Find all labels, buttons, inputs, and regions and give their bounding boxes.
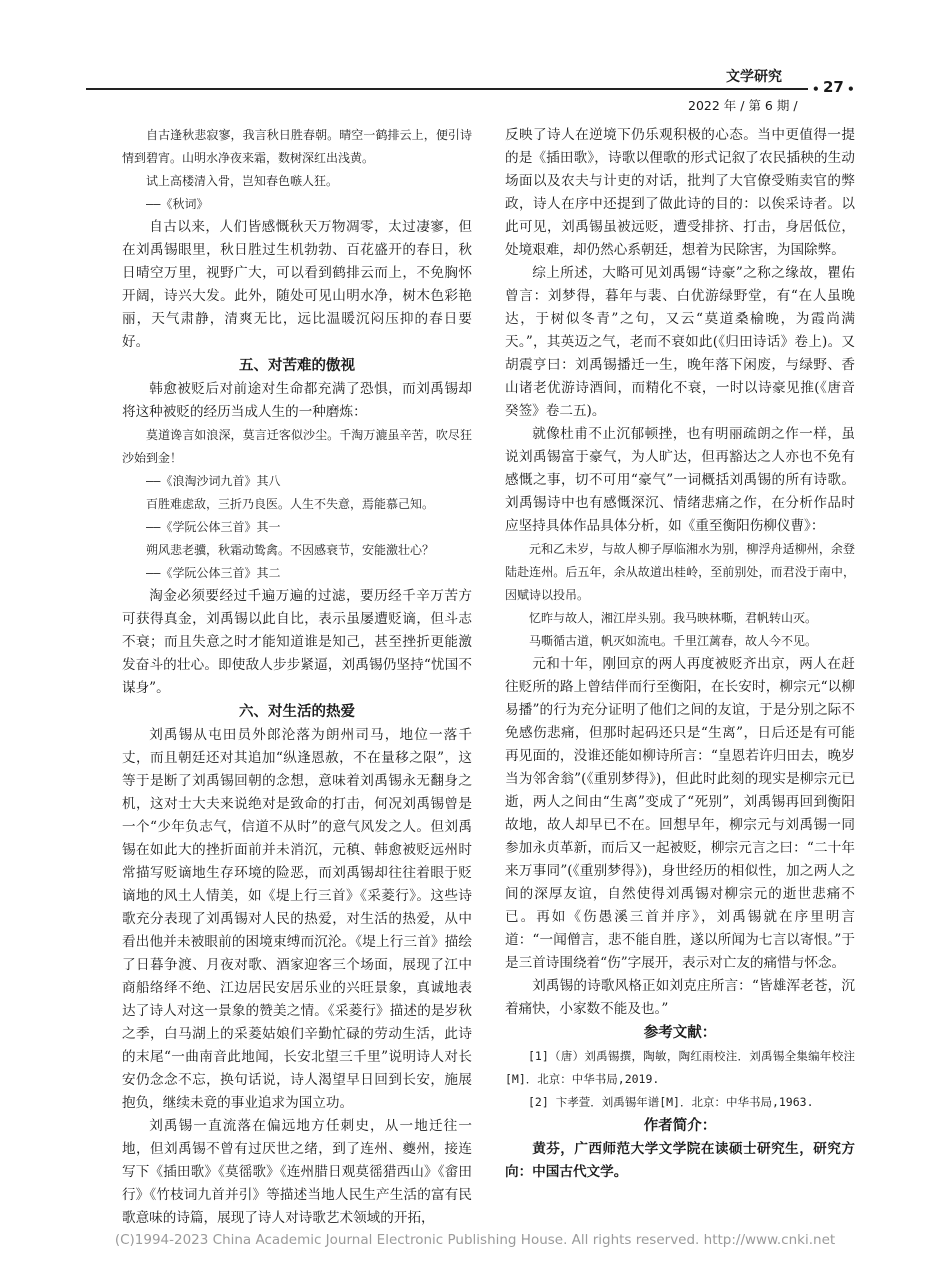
poem-qiuci-last-line: 试上高楼清入骨，岂知春色嗾人狂。 [146, 174, 339, 188]
reference-item: [1]（唐）刘禹锡撰，陶敏，陶红雨校注．刘禹锡全集编年校注[M]．北京：中华书局,2019. [505, 1049, 855, 1086]
bullet-dot: • [847, 82, 855, 96]
poem-line: 马嘶循古道，帆灭如流电。千里江蓠春，故人今不见。 [529, 634, 818, 648]
body-paragraph: 反映了诗人在逆境下仍乐观积极的心态。当中更值得一提的是《插田歌》，诗歌以俚歌的形式记叙了农民插秧的生动场面以及农夫与计吏的对话，批判了大官僚受贿卖官的弊政，诗人在序中还提到了做此诗的目的：以俟采诗者。以此可见，刘禹锡虽被远贬，遭受排挤、打击，身居低位，处境艰难，却仍然心系朝廷，想着为民除害，为国除弊。 [505, 127, 855, 258]
journal-name: 文学研究 [726, 69, 782, 85]
poem-line: 忆昨与故人，湘江岸头别。我马映林嘶，君帆转山灭。 [529, 611, 818, 625]
poem-preface: 元和乙未岁，与故人柳子厚临湘水为别，柳浮舟适柳州，余登陆赴连州。后五年，余从故道出桂岭，至前别处，而君没于南中，因赋诗以投吊。 [505, 542, 855, 602]
body-paragraph: 刘禹锡从屯田员外郎沦落为朗州司马，地位一落千丈，而且朝廷还对其追加“纵逢恩赦，不在量移之限”，这等于是断了刘禹锡回朝的念想，意味着刘禹锡永无翻身之机，这对士大夫来说绝对是致命的打击，何况刘禹锡曾是一个“少年负志气，信道不从时”的意气风发之人。但刘禹锡在如此大的挫折面前并未消沉，元稹、韩愈被贬远州时常描写贬谪地生存环境的险恶，而刘禹锡却往往着眼于贬谪地的风土人情美，如《堤上行三首》《采菱行》。这些诗歌充分表现了刘禹锡对人民的热爱，对生活的热爱，从中看出他并未被眼前的困境束缚而沉沦。《堤上行三首》描绘了日暮争渡、月夜对歌、酒家迎客三个场面，展现了江中商船络绎不绝、江边居民安居乐业的兴旺景象，真诚地表达了诗人对这一景象的赞美之情。《采菱行》描述的是岁秋之季，白马湖上的采菱姑娘们辛勤忙碌的劳动生活，此诗的末尾“一曲南音此地闻，长安北望三千里”说明诗人对长安仍念念不忘，换句话说，诗人渴望早日回到长安，施展抱负，继续未竟的事业追求为国立功。 [122, 727, 472, 1111]
poem-source: ——《浪淘沙词九首》其八 [146, 474, 281, 488]
author-bio: 黄芬，广西师范大学文学院在读硕士研究生，研究方向：中国古代文学。 [505, 1141, 855, 1180]
copyright-footer: (C)1994-2023 China Academic Journal Electronic Publishing House. All rights reserved. http://www.cnki.net [114, 1232, 836, 1248]
left-column [122, 124, 472, 1230]
body-paragraph: 自古以来，人们皆感慨秋天万物凋零，太过凄寥，但在刘禹锡眼里，秋日胜过生机勃勃、百花盛开的春日，秋日晴空万里，视野广大，可以看到鹤排云而上，不免胸怀开阔，诗兴大发。此外，随处可见山明水净，树木色彩艳丽，天气肃静，清爽无比，远比温暖沉闷压抑的春日要好。 [122, 219, 472, 350]
body-paragraph: 韩愈被贬后对前途对生命都充满了恐惧，而刘禹锡却将这种被贬的经历当成人生的一种磨炼： [122, 381, 472, 420]
poem-qiuci-lines: 自古逢秋悲寂寥，我言秋日胜春朝。晴空一鹤排云上，便引诗情到碧宵。山明水净夜来霜，数树深红出浅黄。 [122, 128, 472, 165]
body-paragraph: 综上所述，大略可见刘禹锡“诗豪”之称之缘故，瞿佑曾言：刘梦得，暮年与裴、白优游绿野堂，有“在人虽晚达，于树似冬青”之句，又云“莫道桑榆晚，为霞尚满天。”，其英迈之气，老而不衰如此(《归田诗话》卷上)。又胡震亨曰：刘禹锡播迁一生，晚年落下闲废，与绿野、香山诸老优游诗酒间，而精化不衰，一时以诗豪见推(《唐音癸签》卷二五)。 [505, 265, 855, 419]
section-heading-6: 六、对生活的热爱 [239, 704, 355, 720]
poem-langtaosha: 莫道谗言如浪深，莫言迁客似沙尘。千淘万漉虽辛苦，吹尽狂沙始到金！ [122, 428, 472, 465]
poem-source: ——《学阮公体三首》其一 [146, 520, 281, 534]
poem-source: ——《学阮公体三首》其二 [146, 566, 281, 580]
body-paragraph: 元和十年，刚回京的两人再度被贬齐出京，两人在赶往贬所的路上曾结伴而行至衡阳，在长安时，柳宗元“以柳易播”的行为充分证明了他们之间的友谊，于是分别之际不免感伤悲痛，但那时起码还只是“生离”，日后还是有可能再见面的，没谁还能如柳诗所言：“皇恩若许归田去，晚岁当为邻舍翁”(《重别梦得》)，但此时此刻的现实是柳宗元已逝，两人之间由“生离”变成了“死别”，刘禹锡再回到衡阳故地，故人却早已不在。回想早年，柳宗元与刘禹锡一同参加永贞革新，而后又一起被贬，柳宗元言之曰：“二十年来万事同”(《重别梦得》)，身世经历的相似性，加之两人之间的深厚友谊，自然使得刘禹锡对柳宗元的逝世悲痛不已。再如《伤愚溪三首并序》，刘禹锡就在序里明言道：“一闻僧言，悲不能自胜，遂以所闻为七言以寄恨。”于是三首诗围绕着“伤”字展开，表示对亡友的痛惜与怀念。 [505, 656, 855, 971]
references-heading: 参考文献： [643, 1025, 717, 1041]
body-paragraph: 刘禹锡的诗歌风格正如刘克庄所言：“皆雄浑老苍，沉着痛快，小家数不能及也。” [505, 978, 855, 1017]
poem-xueruan-1: 百胜难虑敌，三折乃良医。人生不失意，焉能慕己知。 [146, 497, 435, 511]
reference-item: [2] 卞孝萱．刘禹锡年谱[M]．北京：中华书局,1963. [528, 1095, 814, 1109]
body-paragraph: 就像杜甫不止沉郁顿挫，也有明丽疏朗之作一样，虽说刘禹锡富于豪气，为人旷达，但再豁达之人亦也不免有感慨之事，切不可用“豪气”一词概括刘禹锡的所有诗歌。刘禹锡诗中也有感慨深沉、情绪悲痛之作，在分析作品时应坚持具体作品具体分析，如《重至衡阳伤柳仪曹》： [505, 426, 855, 534]
bullet-dot: • [812, 82, 820, 96]
section-heading-5: 五、对苦难的傲视 [239, 358, 355, 374]
page-number: 27 [823, 78, 844, 96]
body-paragraph: 淘金必须要经过千遍万遍的过滤，要历经千辛万苦方可获得真金，刘禹锡以此自比，表示虽屡遭贬谪，但斗志不衰；而且失意之时才能知道谁是知己，甚至挫折更能激发奋斗的壮心。即使敌人步步紧逼，刘禹锡仍坚持“忧国不谋身”。 [122, 588, 472, 696]
right-column [505, 124, 855, 1184]
poem-xueruan-2: 朔风悲老骥，秋霜动鸷禽。不因感衰节，安能激壮心？ [146, 543, 435, 557]
body-paragraph: 刘禹锡一直流落在偏远地方任刺史，从一地迁往一地，但刘禹锡不曾有过厌世之绪，到了连州、夔州，接连写下《插田歌》《莫徭歌》《连州腊日观莫徭猎西山》《畲田行》《竹枝词九首并引》等描述当地人民生产生活的富有民歌意味的诗篇，展现了诗人对诗歌艺术领域的开拓， [122, 1118, 472, 1226]
poem-source: ——《秋词》 [146, 197, 209, 211]
header-rule [86, 88, 808, 90]
author-heading: 作者简介： [643, 1118, 717, 1134]
issue-info: 2022 年 / 第 6 期 / [688, 98, 798, 113]
